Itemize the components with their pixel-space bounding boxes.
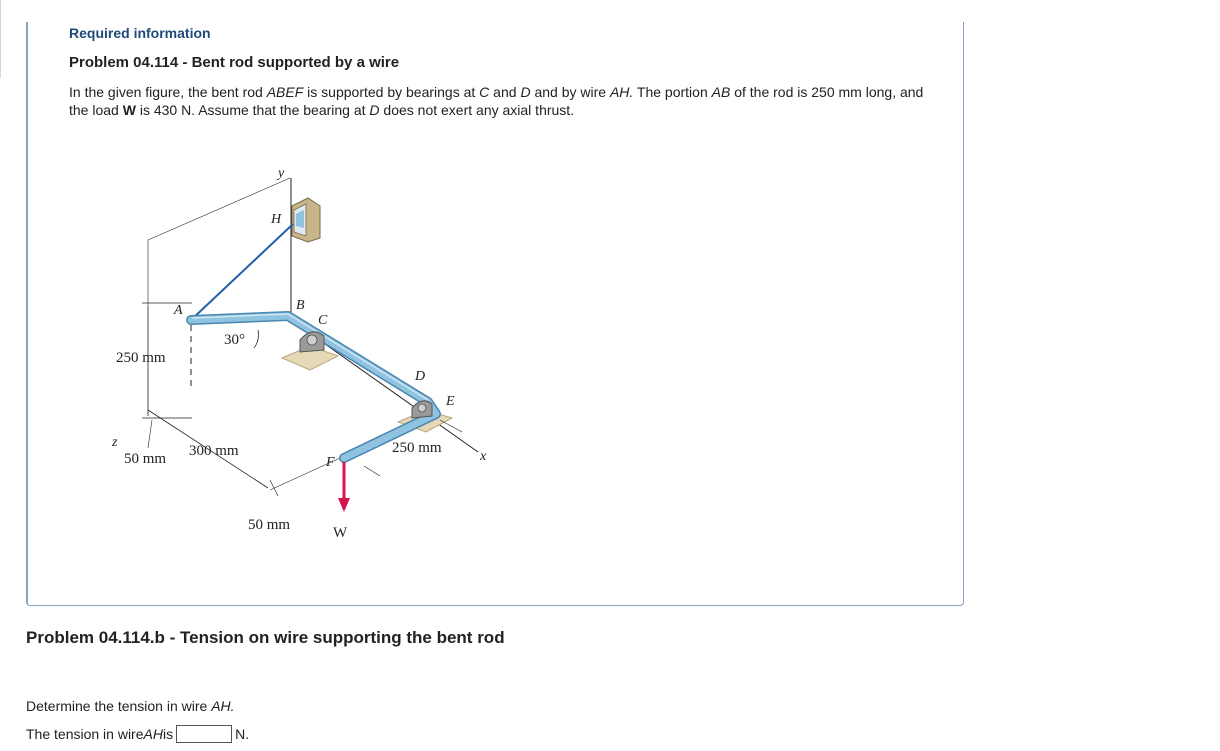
label-y: y xyxy=(278,166,285,181)
answer-prefix: The tension in wire xyxy=(26,726,144,742)
question-text: Determine the tension in wire AH. xyxy=(26,698,235,714)
label-50-left: 50 mm xyxy=(124,451,167,467)
label-c: C xyxy=(318,313,328,328)
label-f: F xyxy=(326,455,335,470)
label-e: E xyxy=(446,394,455,409)
label-x: x xyxy=(480,449,487,464)
answer-is: is xyxy=(162,726,174,742)
problem-statement: In the given figure, the bent rod ABEF is supported by bearings at C and D and by wire AH. The portion AB of the rod is 250 mm long, and the load W is 430 N. Assume that the bearing at D does not exert any axial thrust. xyxy=(69,84,924,118)
answer-unit: N. xyxy=(235,726,250,742)
wall-mount-h xyxy=(292,198,320,242)
label-d: D xyxy=(415,369,426,384)
tension-answer-input[interactable] xyxy=(176,725,232,743)
bearing-d xyxy=(412,401,432,418)
wire-ah xyxy=(191,224,293,320)
problem-title: Problem 04.114 - Bent rod supported by a wire xyxy=(69,54,400,71)
answer-row xyxy=(26,725,249,743)
bearing-c xyxy=(300,332,324,352)
bent-rod-figure xyxy=(100,150,520,550)
load-arrow-head xyxy=(338,498,350,512)
label-z: z xyxy=(112,435,118,450)
answer-var: AH xyxy=(143,726,163,742)
part-b-title: Problem 04.114.b - Tension on wire supporting the bent rod xyxy=(26,628,505,647)
label-a: A xyxy=(174,303,183,318)
label-250-left: 250 mm xyxy=(116,350,166,366)
label-angle: 30° xyxy=(224,332,245,348)
label-250-right: 250 mm xyxy=(392,440,442,456)
left-divider xyxy=(0,0,1,78)
label-h: H xyxy=(271,212,282,227)
label-b: B xyxy=(296,298,305,313)
label-50-bottom: 50 mm xyxy=(248,517,291,533)
required-info-title: Required information xyxy=(69,25,211,41)
label-w: W xyxy=(333,525,348,541)
label-300: 300 mm xyxy=(189,443,239,459)
